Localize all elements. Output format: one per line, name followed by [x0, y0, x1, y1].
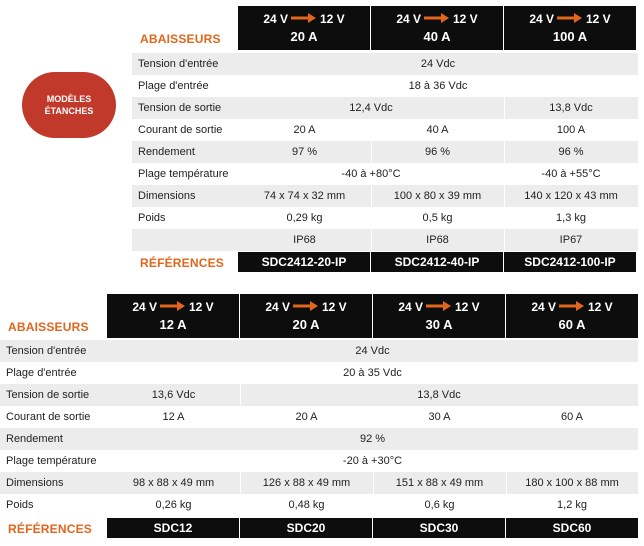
bottom-header-col-4: 24 V 12 V 60 A: [506, 294, 638, 338]
table-row: Plage température -20 à +30°C: [6, 455, 403, 467]
table-row: Courant de sortie 20 A 40 A 100 A: [138, 124, 586, 136]
bottom-header-col-1: 24 V 12 V 12 A: [107, 294, 239, 338]
table-row: Poids 0,26 kg 0,48 kg 0,6 kg 1,2 kg: [6, 499, 587, 511]
arrow-right-icon: [160, 300, 186, 315]
bottom-section-label: ABAISSEURS: [8, 320, 89, 334]
table-row: Plage température -40 à +80°C -40 à +55°C: [138, 168, 601, 180]
top-ref-1: SDC2412-20-IP: [238, 252, 370, 272]
waterproof-models-badge: [22, 72, 116, 138]
bottom-ref-2: SDC20: [240, 518, 372, 538]
arrow-right-icon: [557, 12, 583, 27]
table-row: Plage d'entrée 18 à 36 Vdc: [138, 80, 468, 92]
table-row: Courant de sortie 12 A 20 A 30 A 60 A: [6, 411, 584, 423]
arrow-right-icon: [291, 12, 317, 27]
bottom-header-amp-1: 12 A: [159, 317, 187, 332]
arrow-right-icon: [559, 300, 585, 315]
table-row: Plage d'entrée 20 à 35 Vdc: [6, 367, 402, 379]
bottom-ref-4: SDC60: [506, 518, 638, 538]
top-header-col-2: 24 V 12 V 40 A: [371, 6, 503, 50]
arrow-right-icon: [293, 300, 319, 315]
bottom-references-label: RÉFÉRENCES: [8, 522, 93, 536]
top-section-label: ABAISSEURS: [140, 32, 221, 46]
bottom-header-amp-2: 20 A: [292, 317, 320, 332]
top-header-col-1: 24 V 12 V 20 A: [238, 6, 370, 50]
bottom-header-col-2: 24 V 12 V 20 A: [240, 294, 372, 338]
top-references-label: RÉFÉRENCES: [140, 256, 225, 270]
bottom-header-col-3: 24 V 12 V 30 A: [373, 294, 505, 338]
badge-line-2: ÉTANCHES: [44, 106, 94, 116]
table-row: IP68 IP68 IP67: [132, 229, 638, 251]
arrow-right-icon: [426, 300, 452, 315]
table-row: Poids 0,29 kg 0,5 kg 1,3 kg: [138, 212, 586, 224]
top-ref-3: SDC2412-100-IP: [504, 252, 636, 272]
top-header-amp-2: 40 A: [423, 29, 451, 44]
table-row: Tension d'entrée 24 Vdc: [0, 340, 638, 362]
top-header-amp-1: 20 A: [290, 29, 318, 44]
bottom-header-amp-3: 30 A: [425, 317, 453, 332]
bottom-ref-1: SDC12: [107, 518, 239, 538]
table-row: Rendement 97 % 96 % 96 %: [132, 141, 638, 163]
arrow-right-icon: [424, 12, 450, 27]
table-row: Rendement 92 %: [0, 428, 638, 450]
bottom-ref-3: SDC30: [373, 518, 505, 538]
table-row: Tension d'entrée 24 Vdc: [132, 53, 638, 75]
top-header-col-3: 24 V 12 V 100 A: [504, 6, 636, 50]
table-row: Dimensions 98 x 88 x 49 mm 126 x 88 x 49 mm 151 x 88 x 49 mm 180 x 100 x 88 mm: [0, 472, 638, 494]
table-row: Tension de sortie 12,4 Vdc 13,8 Vdc: [132, 97, 638, 119]
top-header-amp-3: 100 A: [552, 29, 588, 44]
bottom-header-amp-4: 60 A: [558, 317, 586, 332]
table-row: Dimensions 74 x 74 x 32 mm 100 x 80 x 39 mm 140 x 120 x 43 mm: [132, 185, 638, 207]
top-ref-2: SDC2412-40-IP: [371, 252, 503, 272]
badge-line-1: MODÈLES: [46, 94, 92, 104]
table-row: Tension de sortie 13,6 Vdc 13,8 Vdc: [0, 384, 638, 406]
